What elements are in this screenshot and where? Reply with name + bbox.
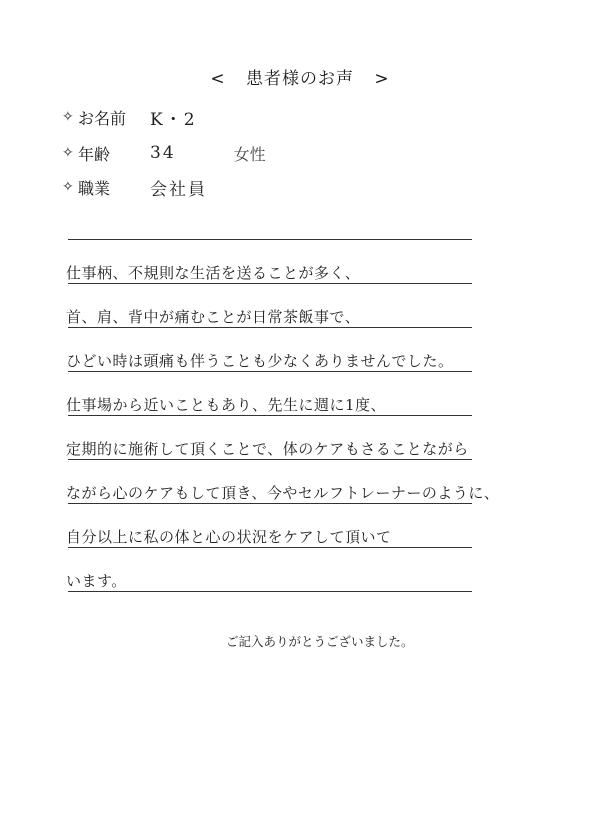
field-occupation-value: 会社員 [150, 179, 207, 200]
field-name [62, 104, 197, 130]
title-open-bracket: < [210, 69, 226, 89]
body-line: 仕事柄、不規則な生活を送ることが多く、 [66, 264, 361, 282]
page-title [0, 64, 600, 89]
field-age [62, 140, 266, 166]
body-line: 仕事場から近いこともあり、先生に週に1度、 [66, 396, 387, 414]
field-age-value: 34 [150, 143, 176, 163]
body-line: ながら心のケアもして頂き、今やセルフトレーナーのように、 [66, 484, 500, 502]
ruled-line [68, 371, 472, 372]
field-occupation [62, 174, 207, 200]
field-gender-value: 女性 [233, 144, 266, 164]
field-name-value: K・2 [150, 109, 197, 130]
sparkle-icon: ✧ [62, 109, 74, 125]
sparkle-icon: ✧ [62, 145, 74, 161]
field-age-label: 年齢 [78, 144, 111, 164]
ruled-line [68, 591, 472, 592]
ruled-line [68, 503, 472, 504]
thank-you-note: ご記入ありがとうございました。 [226, 634, 414, 649]
body-line: ひどい時は頭痛も伴うことも少なくありませんでした。 [66, 352, 454, 370]
body-line: 首、肩、背中が痛むことが日常茶飯事で、 [66, 308, 361, 326]
body-line: 自分以上に私の体と心の状況をケアして頂いて [66, 528, 392, 546]
body-line: います。 [66, 572, 127, 590]
field-name-label: お名前 [78, 108, 127, 128]
ruled-line [68, 239, 472, 240]
ruled-line [68, 415, 472, 416]
title-text: 患者様のお声 [246, 69, 354, 89]
ruled-line [68, 459, 472, 460]
ruled-line [68, 283, 472, 284]
body-line: 定期的に施術して頂くことで、体のケアもさることながら [66, 440, 469, 458]
sparkle-icon: ✧ [62, 179, 74, 195]
ruled-line [68, 547, 472, 548]
field-occupation-label: 職業 [78, 178, 111, 198]
ruled-line [68, 327, 472, 328]
title-close-bracket: > [374, 69, 390, 89]
